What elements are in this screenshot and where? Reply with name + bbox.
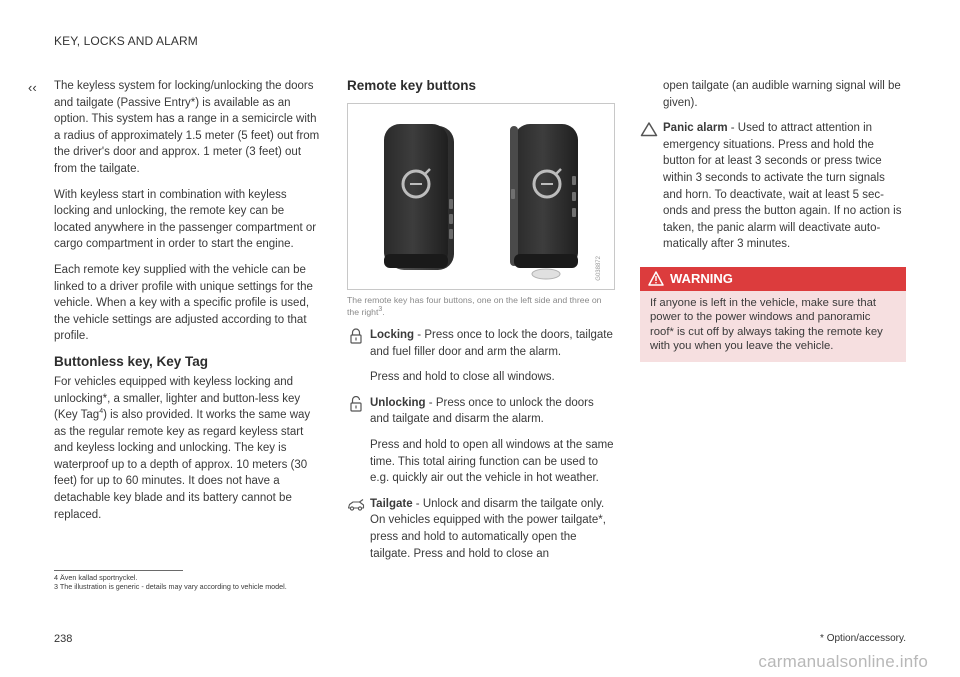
remote-key-buttons-heading: Remote key buttons [347,78,477,93]
watermark: carmanualsonline.info [758,652,928,671]
key-tag-paragraph: For vehicles equipped with keyless locking and unlocking*, a smaller, lighter and button-less key (Key Tag$^4$) is also provided. It works the same way as the regular remote key as regard keyless start and keyless locking and unlocking. The key is waterproof up to a depth of approx. 10 meters (30 feet) for up to 60 minutes. It does not have a detachable key blade and its battery cannot be replaced. [54,375,311,521]
column-2 [347,78,615,562]
locking-label: Locking [370,329,415,341]
footnote-divider [54,570,183,571]
left-key-icon [384,124,454,270]
panic-alarm-triangle-icon [640,121,658,137]
panic-alarm-description: - Used to attract attention in emergency situations. Press and hold the button for at least 3 seconds or press twice within 3 seconds to activate the turn signals and horn. To deactivate, wait at least 5 sec-onds and press the button again. If no action is taken, the panic alarm will deactivate auto-matically after 3 minutes. [663,122,902,251]
column-1 [54,78,322,532]
option-accessory-note: * Option/accessory. [820,633,906,644]
tailgate-description: - Unlock and disarm the tailgate only. On vehicles equipped with the power tailgate*, press and hold to automatically open the tailgate. Press and hold to close an [370,497,606,560]
keyless-start-paragraph: With keyless start in combination with keyless locking and unlocking, the remote key can be located anywhere in the passenger compartment or cargo compartment in order to start the engine. [54,188,317,251]
figure-code: G038872 [596,256,603,281]
running-header: KEY, LOCKS AND ALARM [54,34,198,48]
tailgate-label: Tailgate [370,497,413,510]
previous-page-arrow-icon[interactable]: ‹‹ [28,80,37,95]
locking-hold-text: Press and hold to close all windows. [370,371,555,384]
unlocking-hold-text: Press and hold to open all windows at the same time. This total airing function can be used to e.g. quickly air out the vehicle in hot weather. [370,438,614,485]
column-3 [640,78,906,362]
keyless-system-paragraph: The keyless system for locking/unlocking the doors and tailgate (Passive Entry*) is available as an option. This system has a range in a semicircle with a radius of approximately 1.5 meter (5 feet) out from the driver's door and approx. 1 meter (3 feet) out from the tailgate. [54,80,320,175]
locking-item [347,327,615,360]
locking-description: - Press once to lock the doors, tailgate and fuel filler door and arm the alarm. [370,329,613,358]
panic-alarm-label: Panic alarm [663,122,728,135]
warning-text: If anyone is left in the vehicle, make sure that power to the power windows and panoramic roof* is cut off by always taking the remote key with you when you leave the vehicle. [650,296,883,353]
warning-box [640,267,906,362]
warning-title: WARNING [670,270,733,286]
unlocking-item [347,395,615,428]
footnote-ref-3[interactable]: 3 [378,306,383,314]
tailgate-item [347,496,615,562]
footnote-4: 4 Även kallad sportnyckel. [54,573,138,582]
tailgate-description-continued: open tailgate (an audible warning signal will be given). [663,80,901,109]
right-key-icon [510,124,578,279]
warning-header [640,267,906,291]
footnote-3: 3 The illustration is generic - details may vary according to vehicle model. [54,582,287,591]
car-tailgate-icon [347,497,365,513]
figure-caption: The remote key has four buttons, one on the left side and three on the right$^3$. [347,295,602,317]
unlocking-label: Unlocking [370,396,426,409]
buttonless-key-heading: Buttonless key, Key Tag [54,353,209,369]
driver-profile-paragraph: Each remote key supplied with the vehicle can be linked to a driver profile with unique settings for the vehicle. When a key with a specific profile is used, the vehicle settings are adjusted according to that profile. [54,263,313,343]
padlock-locked-icon [347,328,365,344]
warning-triangle-icon [648,271,664,286]
padlock-unlocked-icon [347,396,365,412]
remote-key-illustration [347,103,615,290]
footnote-ref-4[interactable]: 4 [99,408,104,416]
unlocking-description: - Press once to unlock the doors and tailgate and disarm the alarm. [370,396,594,426]
remote-key-drawing [348,104,614,289]
panic-alarm-item [640,120,906,253]
page-number: 238 [54,633,73,645]
